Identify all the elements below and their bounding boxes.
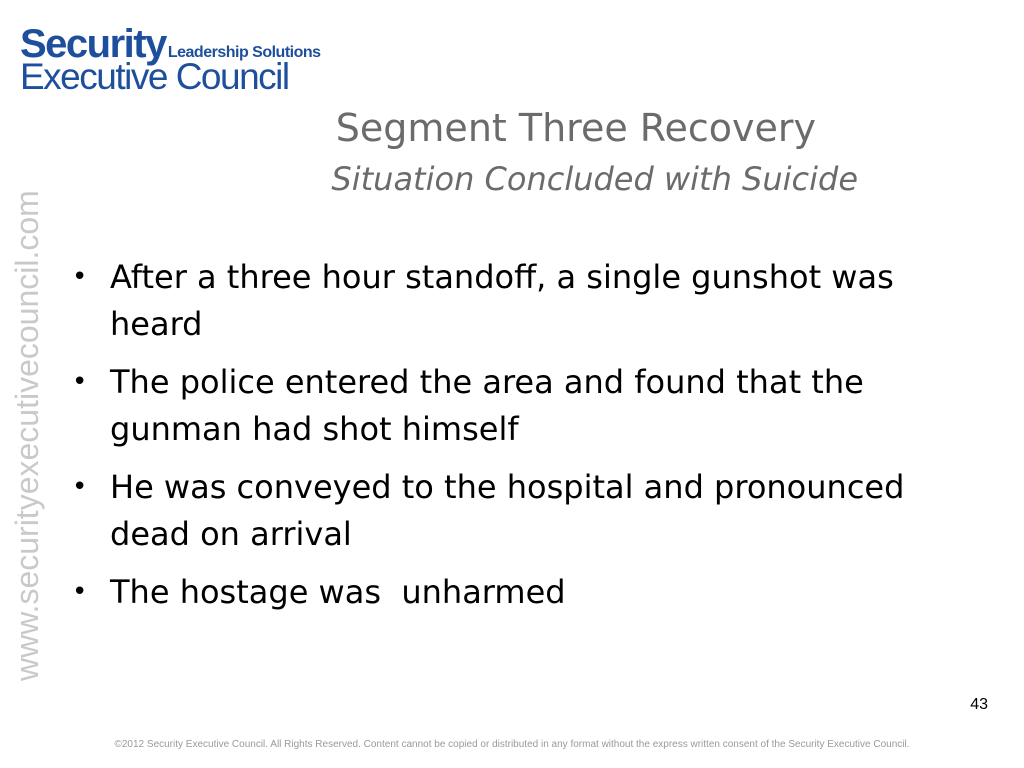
page-number: 43 — [970, 696, 988, 713]
bullet-text: After a three hour standoff, a single gunshot was heard — [110, 258, 904, 343]
bullet-text: He was conveyed to the hospital and pronounced dead on arrival — [110, 468, 915, 553]
side-website-url: www.securityexecutivecouncil.com — [9, 190, 45, 681]
bullet-marker: • — [72, 262, 88, 292]
bullet-item — [70, 359, 910, 453]
logo-executive-council-text: Executive Council — [20, 56, 289, 97]
bullet-marker: • — [72, 577, 88, 607]
sec-logo — [20, 22, 321, 97]
bullet-text: The police entered the area and found that the gunman had shot himself — [110, 363, 885, 448]
bullet-text: The hostage was unharmed — [110, 573, 566, 611]
bullet-marker: • — [72, 472, 88, 502]
slide-title: Segment Three Recovery — [335, 106, 816, 150]
logo-leadership-text: Leadership Solutions — [167, 44, 321, 61]
bullet-item — [70, 569, 910, 616]
bullet-item — [70, 254, 910, 348]
bullet-item — [70, 464, 915, 558]
slide-subtitle: Situation Concluded with Suicide — [331, 160, 858, 198]
bullet-marker: • — [72, 367, 88, 397]
copyright-footer: ©2012 Security Executive Council. All Rights Reserved. Content cannot be copied or distributed in any format without the express written consent of the Security Executive Council. — [114, 739, 910, 750]
bullet-list — [70, 254, 915, 627]
logo-security-text: Security — [20, 22, 166, 66]
